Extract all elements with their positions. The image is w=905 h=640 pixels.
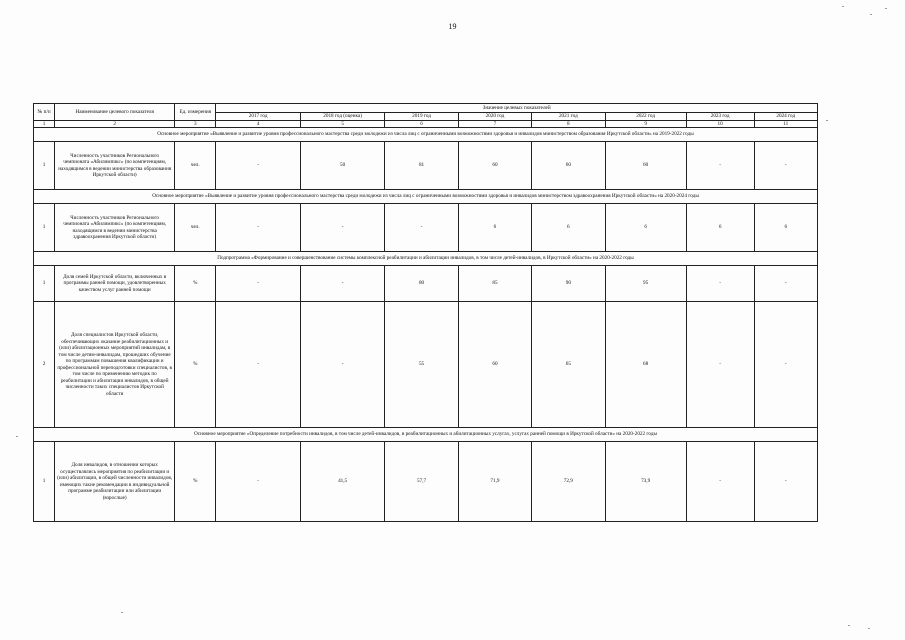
header-year: 2018 год (оценка): [300, 113, 385, 121]
value-cell: -: [686, 266, 754, 302]
column-number: 3: [175, 120, 216, 128]
section-title: Основное мероприятие «Выявление и развитие уровня профессионального мастерства среди молодежи из числа лиц с ограниченными возможностями здоровья и инвалидов министерством образования Иркутской области» на 2019-2022 годы: [34, 128, 818, 142]
value-cell: 6: [686, 204, 754, 252]
unit-cell: чел.: [175, 204, 216, 252]
value-cell: -: [754, 266, 817, 302]
value-cell: 6: [605, 204, 686, 252]
value-cell: -: [686, 302, 754, 428]
value-cell: -: [216, 142, 301, 190]
header-year: 2023 год: [686, 113, 754, 121]
unit-cell: %: [175, 266, 216, 302]
value-cell: 6: [458, 204, 531, 252]
row-num: 1: [34, 442, 55, 522]
value-cell: -: [754, 442, 817, 522]
column-number: 11: [754, 120, 817, 128]
value-cell: -: [385, 204, 458, 252]
value-cell: -: [216, 442, 301, 522]
value-cell: 95: [605, 266, 686, 302]
section-title: Подпрограмма «Формирование и совершенствование системы комплексной реабилитации и абилитации инвалидов, в том числе детей-инвалидов, в Иркутской области» на 2020-2022 годы: [34, 252, 818, 266]
value-cell: -: [300, 302, 385, 428]
header-year: 2022 год: [605, 113, 686, 121]
table-row: [34, 142, 818, 190]
value-cell: 60: [532, 142, 605, 190]
value-cell: 71,9: [458, 442, 531, 522]
table-row: [34, 442, 818, 522]
indicator-name: Доля семей Иркутской области, включенных в программы ранней помощи, удовлетворенных качеством услуг ранней помощи: [55, 266, 175, 302]
section-row: [34, 252, 818, 266]
row-num: 1: [34, 142, 55, 190]
section-title: Основное мероприятие «Выявление и развитие уровня профессионального мастерства среди молодежи из числа лиц с ограниченными возможностями здоровья и инвалидов министерством здравоохранения Иркутской области» на 2020-2024 годы: [34, 190, 818, 204]
section-row: [34, 190, 818, 204]
header-year: 2017 год: [216, 113, 301, 121]
header-values-group: Значение целевых показателей: [216, 104, 818, 113]
header-num: № п/п: [34, 104, 55, 121]
column-number: 7: [458, 120, 531, 128]
unit-cell: %: [175, 442, 216, 522]
value-cell: -: [300, 204, 385, 252]
column-number: 9: [605, 120, 686, 128]
header-unit: Ед. измерения: [175, 104, 216, 121]
value-cell: -: [216, 204, 301, 252]
header-year: 2024 год: [754, 113, 817, 121]
column-number: 8: [532, 120, 605, 128]
value-cell: 60: [458, 142, 531, 190]
value-cell: 57,7: [385, 442, 458, 522]
section-row: [34, 128, 818, 142]
column-number: 5: [300, 120, 385, 128]
value-cell: -: [754, 302, 817, 428]
value-cell: 90: [532, 266, 605, 302]
value-cell: 81: [385, 142, 458, 190]
unit-cell: чел.: [175, 142, 216, 190]
value-cell: -: [300, 266, 385, 302]
indicator-name: Доля специалистов Иркутской области, обеспечивающих оказание реабилитационных и (или) абилитационных мероприятий инвалидам, в том числе детям-инвалидам, прошедших обучение по программам повышения квалификации и профессиональной переподготовки специалистов, в том числе по применению методик по реабилитации и абилитации инвалидов, в общей численности таких специалистов Иркутской области: [55, 302, 175, 428]
value-cell: 80: [385, 266, 458, 302]
indicator-name: Численность участников Регионального чемпионата «Абилимпикс» (по компетенциям, находящимся в ведении министерства образования Иркутской области): [55, 142, 175, 190]
unit-cell: %: [175, 302, 216, 428]
value-cell: -: [216, 302, 301, 428]
page-number: 19: [448, 22, 457, 31]
value-cell: -: [754, 142, 817, 190]
column-number: 2: [55, 120, 175, 128]
value-cell: 60: [605, 142, 686, 190]
row-num: 2: [34, 302, 55, 428]
column-number: 10: [686, 120, 754, 128]
value-cell: 41,5: [300, 442, 385, 522]
value-cell: 6: [532, 204, 605, 252]
header-name: Наименование целевого показателя: [55, 104, 175, 121]
value-cell: 6: [754, 204, 817, 252]
value-cell: -: [686, 142, 754, 190]
header-year: 2020 год: [458, 113, 531, 121]
value-cell: -: [216, 266, 301, 302]
value-cell: 65: [532, 302, 605, 428]
table-row: [34, 266, 818, 302]
header-year: 2021 год: [532, 113, 605, 121]
column-number: 1: [34, 120, 55, 128]
row-num: 1: [34, 266, 55, 302]
value-cell: 73,9: [605, 442, 686, 522]
table-row: [34, 302, 818, 428]
table-row: [34, 204, 818, 252]
column-number: 6: [385, 120, 458, 128]
value-cell: 60: [458, 302, 531, 428]
row-num: 1: [34, 204, 55, 252]
value-cell: 68: [605, 302, 686, 428]
section-title: Основное мероприятие «Определение потребности инвалидов, в том числе детей-инвалидов, в реабилитационных и абилитационных услугах, услугах ранней помощи в Иркутской области» на 2020-2022 годы: [34, 428, 818, 442]
indicator-name: Численность участников Регионального чемпионата «Абилимпикс» (по компетенциям, находящимся в ведении министерства здравоохранения Иркутской области): [55, 204, 175, 252]
value-cell: -: [686, 442, 754, 522]
value-cell: 55: [385, 302, 458, 428]
target-indicators-table: [33, 103, 818, 522]
column-number: 4: [216, 120, 301, 128]
value-cell: 85: [458, 266, 531, 302]
section-row: [34, 428, 818, 442]
indicator-name: Доля инвалидов, в отношении которых осуществлялись мероприятия по реабилитации и (или) абилитации, в общей численности инвалидов, имеющих такие рекомендации в индивидуальной программе реабилитации или абилитации (взрослые): [55, 442, 175, 522]
value-cell: 72,9: [532, 442, 605, 522]
header-year: 2019 год: [385, 113, 458, 121]
value-cell: 50: [300, 142, 385, 190]
